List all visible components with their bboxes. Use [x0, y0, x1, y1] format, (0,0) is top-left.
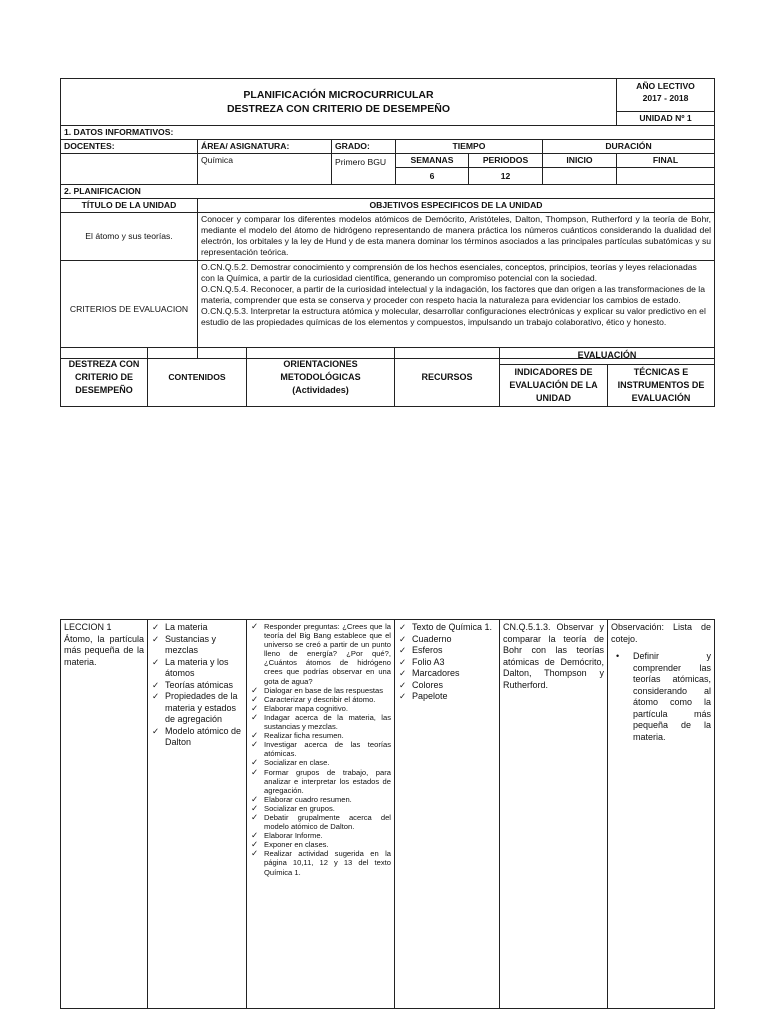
- recurso-item: ✓ Papelote: [398, 691, 496, 703]
- anio-lectivo-label: AÑO LECTIVO: [636, 81, 695, 91]
- tecnicas-header: TÉCNICAS E INSTRUMENTOS DE EVALUACIÓN: [608, 365, 715, 407]
- objetivos-label: OBJETIVOS ESPECIFICOS DE LA UNIDAD: [198, 199, 715, 213]
- duracion-label: DURACIÓN: [543, 140, 715, 154]
- actividad-item: ✓ Formar grupos de trabajo, para analizar e interpretar los estados de agregación.: [250, 768, 391, 795]
- actividad-item: ✓ Debatir grupalmente acerca del modelo atómico de Dalton.: [250, 813, 391, 831]
- final-label: FINAL: [617, 154, 715, 168]
- contenido-item: ✓ La materia: [151, 622, 243, 634]
- tecnica-item: • Definir y comprender las teorías atómicas, considerando al átomo como la partícula más pequeña de la materia.: [611, 651, 711, 743]
- contenido-item: ✓ Teorías atómicas: [151, 680, 243, 692]
- area-value: Química: [198, 154, 332, 185]
- actividad-item: ✓ Socializar en grupos.: [250, 804, 391, 813]
- recurso-item: ✓ Marcadores: [398, 668, 496, 680]
- periodos-value: 12: [469, 168, 543, 185]
- actividades-subtitle: (Actividades): [292, 384, 349, 395]
- recurso-item: ✓ Esferos: [398, 645, 496, 657]
- indicadores-header: INDICADORES DE EVALUACIÓN DE LA UNIDAD: [500, 365, 608, 407]
- recursos-header: RECURSOS: [395, 348, 500, 407]
- tecnicas-intro: Observación: Lista de cotejo.: [611, 622, 711, 644]
- planning-header-table: [60, 78, 715, 359]
- datos-section-label: 1. DATOS INFORMATIVOS:: [61, 126, 715, 140]
- criterio-item: O.CN.Q.5.4. Reconocer, a partir de la curiosidad intelectual y la indagación, los factores que dan origen a las transformaciones de la materia, comprender que esta se conserva y proceder con respeto hacia la naturaleza para evidenciar los cambios de estado.: [201, 284, 705, 305]
- criterio-item: O.CN.Q.5.3. Interpretar la estructura atómica y molecular, desarrollar configuraciones electrónicas y explicar su valor predictivo en el estudio de las propiedades químicas de los elementos y compuestos, impulsando un trabajo colaborativo, ético y honesto.: [201, 306, 706, 327]
- criterio-item: O.CN.Q.5.2. Demostrar conocimiento y comprensión de los hechos esenciales, conceptos, principios, teorías y leyes relacionadas con la Química, a partir de la curiosidad científica, generando un compromiso potencial con la sociedad.: [201, 262, 697, 283]
- recurso-item: ✓ Texto de Química 1.: [398, 622, 496, 634]
- recurso-item: ✓ Colores: [398, 680, 496, 692]
- criterios-label: CRITERIOS DE EVALUACION: [61, 261, 198, 359]
- semanas-value: 6: [396, 168, 469, 185]
- destreza-header: DESTREZA CON CRITERIO DE DESEMPEÑO: [61, 348, 148, 407]
- objetivos-value: Conocer y comparar los diferentes modelos atómicos de Demócrito, Aristóteles, Dalton, Thompson, Rutherford y la teoría de Bohr, mediante el modelo del átomo de hidrógeno representando de manera práctica los números cuánticos considerando la dualidad del electrón, los orbitales y la ley de Hund y de esta manera dominar los términos asociados a las principales partículas subatómicas y su representación teórica.: [198, 213, 715, 261]
- grado-value: Primero BGU: [332, 154, 396, 185]
- recurso-item: ✓ Folio A3: [398, 657, 496, 669]
- semanas-label: SEMANAS: [396, 154, 469, 168]
- planificacion-section-label: 2. PLANIFICACION: [61, 185, 715, 199]
- lesson-subtitle: Átomo, la partícula más pequeña de la materia.: [64, 633, 144, 667]
- title-line-1: PLANIFICACIÓN MICROCURRICULAR: [243, 89, 434, 101]
- title-block: [61, 79, 617, 126]
- column-header-table: [60, 347, 715, 407]
- lesson-contenidos: [148, 620, 247, 1009]
- orientaciones-title: ORIENTACIONES METODOLÓGICAS: [280, 358, 361, 382]
- actividad-item: ✓ Elaborar mapa cognitivo.: [250, 704, 391, 713]
- titulo-unidad-value: El átomo y sus teorías.: [61, 213, 198, 261]
- actividad-item: ✓ Dialogar en base de las respuestas: [250, 686, 391, 695]
- actividad-item: ✓ Socializar en clase.: [250, 758, 391, 767]
- lesson-tecnicas: [608, 620, 715, 1009]
- unidad-label: UNIDAD Nº 1: [617, 112, 715, 126]
- contenido-item: ✓ La materia y los átomos: [151, 657, 243, 680]
- titulo-unidad-label: TÍTULO DE LA UNIDAD: [61, 199, 198, 213]
- lesson-table: [60, 619, 715, 1009]
- actividad-item: ✓ Responder preguntas: ¿Crees que la teoría del Big Bang establece que el universo se creó a partir de un punto lleno de energía? ¿Por qué?, ¿Cuántos átomos de hidrógeno crees que podrías observar en una gota de agua?: [250, 622, 391, 686]
- periodos-label: PERIODOS: [469, 154, 543, 168]
- lesson-actividades: [247, 620, 395, 1009]
- anio-lectivo-cell: [617, 79, 715, 112]
- evaluacion-header: EVALUACIÓN: [500, 348, 715, 365]
- lesson-title: LECCION 1: [64, 622, 112, 632]
- orientaciones-header: [247, 348, 395, 407]
- docentes-label: DOCENTES:: [61, 140, 198, 154]
- contenido-item: ✓ Modelo atómico de Dalton: [151, 726, 243, 749]
- actividad-item: ✓ Exponer en clases.: [250, 840, 391, 849]
- anio-lectivo-value: 2017 - 2018: [642, 93, 689, 103]
- actividad-item: ✓ Realizar actividad sugerida en la página 10,11, 12 y 13 del texto Química 1.: [250, 849, 391, 876]
- lesson-destreza: [61, 620, 148, 1009]
- grado-label: GRADO:: [332, 140, 396, 154]
- criterios-value: [198, 261, 715, 359]
- contenido-item: ✓ Propiedades de la materia y estados de agregación: [151, 691, 243, 726]
- inicio-value: [543, 168, 617, 185]
- contenidos-header: CONTENIDOS: [148, 348, 247, 407]
- actividad-item: ✓ Indagar acerca de la materia, las sustancias y mezclas.: [250, 713, 391, 731]
- docentes-value: [61, 154, 198, 185]
- recurso-item: ✓ Cuaderno: [398, 634, 496, 646]
- title-line-2: DESTREZA CON CRITERIO DE DESEMPEÑO: [226, 103, 451, 115]
- actividad-item: ✓ Realizar ficha resumen.: [250, 731, 391, 740]
- lesson-indicadores: CN.Q.5.1.3. Observar y comparar la teoría de Bohr con las teorías atómicas de Demócrito, Dalton, Thompson y Rutherford.: [500, 620, 608, 1009]
- lesson-recursos: [395, 620, 500, 1009]
- actividad-item: ✓ Caracterizar y describir el átomo.: [250, 695, 391, 704]
- final-value: [617, 168, 715, 185]
- area-label: ÁREA/ ASIGNATURA:: [198, 140, 332, 154]
- inicio-label: INICIO: [543, 154, 617, 168]
- actividad-item: ✓ Elaborar Informe.: [250, 831, 391, 840]
- contenido-item: ✓ Sustancias y mezclas: [151, 634, 243, 657]
- actividad-item: ✓ Elaborar cuadro resumen.: [250, 795, 391, 804]
- tiempo-label: TIEMPO: [396, 140, 543, 154]
- actividad-item: ✓ Investigar acerca de las teorías atómicas.: [250, 740, 391, 758]
